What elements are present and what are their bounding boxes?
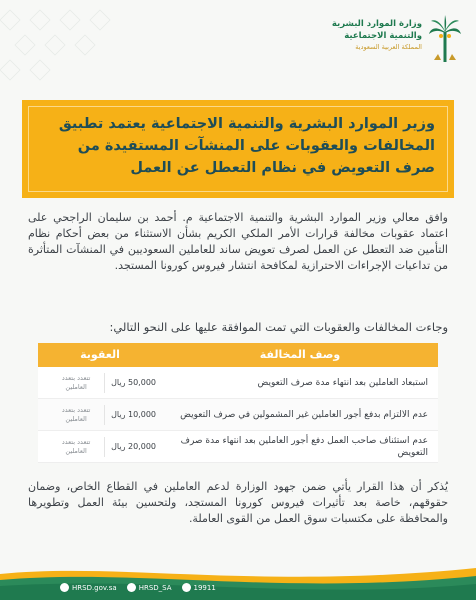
table-row (38, 367, 438, 399)
penalty-amount: 50,000 ريال (111, 378, 156, 387)
table-header (38, 343, 438, 367)
footer-contacts (60, 583, 216, 592)
palm-emblem-icon (428, 14, 462, 66)
table-row (38, 399, 438, 431)
table-caption: وجاءت المخالفات والعقوبات التي تمت الموافقة عليها على النحو التالي: (109, 320, 448, 334)
penalty-note: تتعدد بتعدد العاملين (61, 437, 91, 455)
penalty-note: تتعدد بتعدد العاملين (61, 373, 91, 391)
violation-description: عدم الالتزام بدفع أجور العاملين غير المشمولين في صرف التعويض (180, 409, 428, 420)
penalty-amount: 20,000 ريال (111, 442, 156, 451)
violations-table (38, 343, 438, 463)
decorative-waves (0, 560, 476, 600)
footer-phone[interactable]: 19911 (182, 583, 216, 592)
penalty-amount: 10,000 ريال (111, 410, 156, 419)
page-title: وزير الموارد البشرية والتنمية الاجتماعية يعتمد تطبيق المخالفات والعقوبات على المنشآت المستفيدة من صرف التعويض في نظام التعطل عن العمل (58, 116, 435, 176)
header-description: وصف المخالفة (259, 348, 341, 361)
violation-description: استبعاد العاملين بعد انتهاء مدة صرف التعويض (257, 377, 428, 388)
title-banner (22, 100, 454, 198)
decorative-pattern (0, 0, 200, 90)
globe-icon (60, 583, 69, 592)
logo-line-1: وزارة الموارد البشرية (331, 19, 422, 29)
social-icon (127, 583, 136, 592)
phone-icon (182, 583, 191, 592)
intro-paragraph: وافق معالي وزير الموارد البشرية والتنمية الاجتماعية م. أحمد بن سليمان الراجحي على اعتماد عقوبات مخالفة قرارات الأمر الملكي الكريم بشأن الاستثناء من بعض أحكام نظام التأمين ضد التعطل عن العمل لصرف تعويض ساند للعاملين السعوديين في المنشآت المتأثرة من تداعيات الإجراءات الاحترازية لمكافحة انتشار فيروس كورونا المستجد. (28, 211, 448, 272)
footer-social[interactable]: HRSD_SA (127, 583, 172, 592)
footer-website[interactable]: HRSD.gov.sa (60, 583, 117, 592)
header-penalty: العقوبة (80, 348, 120, 361)
violation-description: عدم استئناف صاحب العمل دفع أجور العاملين بعد انتهاء مدة صرف التعويض (180, 435, 428, 458)
logo-line-3: المملكة العربية السعودية (355, 43, 422, 51)
penalty-note: تتعدد بتعدد العاملين (61, 405, 91, 423)
logo-line-2: والتنمية الاجتماعية (344, 31, 422, 41)
table-row (38, 431, 438, 463)
closing-paragraph: يُذكر أن هذا القرار يأتي ضمن جهود الوزارة لدعم العاملين في القطاع الخاص، وضمان حقوقهم، خاصة بعد تأثيرات فيروس كورونا المستجد، ولتحسين بيئة العمل وتطويرها والمحافظة على مكتسبات سوق العمل من القوى العاملة. (28, 480, 448, 525)
ministry-logo (331, 14, 462, 84)
